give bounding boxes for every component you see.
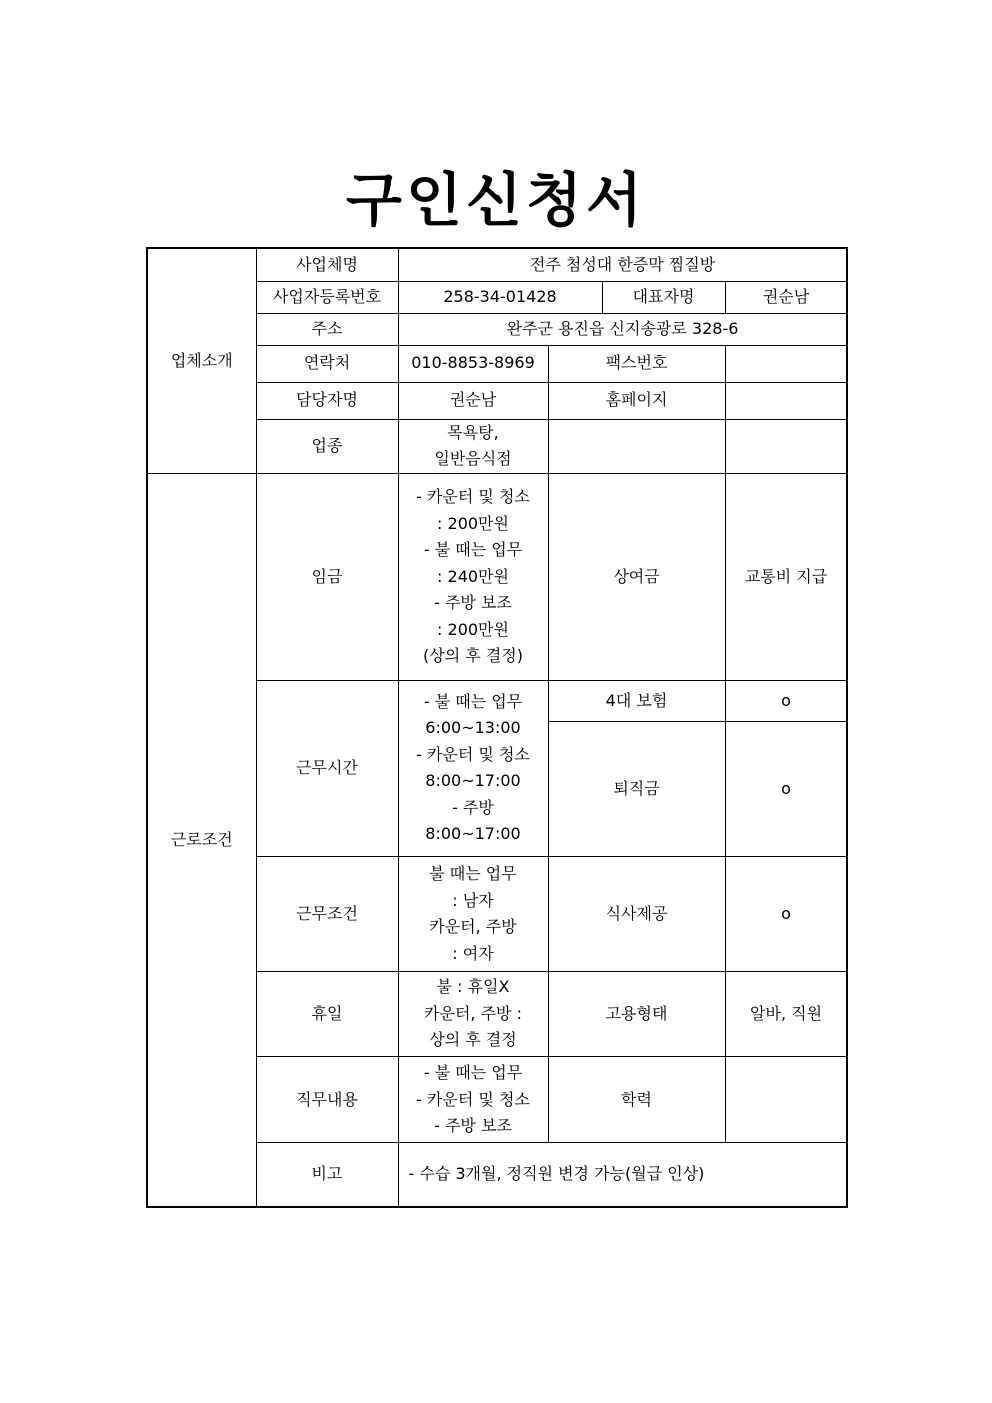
section-conditions-label: 근로조건 [147,473,256,1207]
meal-value: o [725,857,847,972]
ceo-label: 대표자명 [602,281,725,313]
industry-extra-cell [725,419,847,473]
address-label: 주소 [256,313,398,345]
section-company-label: 업체소개 [147,248,256,473]
industry-value: 목욕탕, 일반음식점 [398,419,548,473]
severance-value: o [725,721,847,856]
employment-value: 알바, 직원 [725,972,847,1057]
work-cond-value: 불 때는 업무 : 남자 카운터, 주방 : 여자 [398,857,548,972]
industry-blank-cell [548,419,725,473]
job-application-table [146,247,848,1208]
fax-value [725,345,847,382]
wage-value: - 카운터 및 청소 : 200만원 - 불 때는 업무 : 240만원 - 주방 보조 : 200만원 (상의 후 결정) [398,473,548,680]
meal-label: 식사제공 [548,857,725,972]
address-value: 완주군 용진읍 신지송광로 328-6 [398,313,847,345]
reg-no-label: 사업자등록번호 [256,281,398,313]
page-title: 구인신청서 [345,166,647,234]
business-name-label: 사업체명 [256,248,398,281]
ceo-value: 권순남 [725,281,847,313]
manager-value: 권순남 [398,382,548,419]
insurance-label: 4대 보험 [548,680,725,721]
homepage-label: 홈페이지 [548,382,725,419]
education-value [725,1057,847,1143]
contact-value: 010-8853-8969 [398,345,548,382]
business-name-value: 전주 첨성대 한증막 찜질방 [398,248,847,281]
reg-no-value: 258-34-01428 [398,281,602,313]
insurance-value: o [725,680,847,721]
holiday-value: 불 : 휴일X 카운터, 주방 : 상의 후 결정 [398,972,548,1057]
homepage-value [725,382,847,419]
fax-label: 팩스번호 [548,345,725,382]
bonus-value: 교통비 지급 [725,473,847,680]
hours-value: - 불 때는 업무 6:00~13:00 - 카운터 및 청소 8:00~17:00 - 주방 8:00~17:00 [398,680,548,856]
remarks-value: - 수습 3개월, 정직원 변경 가능(월급 인상) [398,1143,847,1207]
employment-label: 고용형태 [548,972,725,1057]
section-remarks-label: 비고 [256,1143,398,1207]
duties-label: 직무내용 [256,1057,398,1143]
manager-label: 담당자명 [256,382,398,419]
severance-label: 퇴직금 [548,721,725,856]
industry-label: 업종 [256,419,398,473]
hours-label: 근무시간 [256,680,398,856]
contact-label: 연락처 [256,345,398,382]
holiday-label: 휴일 [256,972,398,1057]
duties-value: - 불 때는 업무 - 카운터 및 청소 - 주방 보조 [398,1057,548,1143]
work-cond-label: 근무조건 [256,857,398,972]
education-label: 학력 [548,1057,725,1143]
bonus-label: 상여금 [548,473,725,680]
wage-label: 임금 [256,473,398,680]
